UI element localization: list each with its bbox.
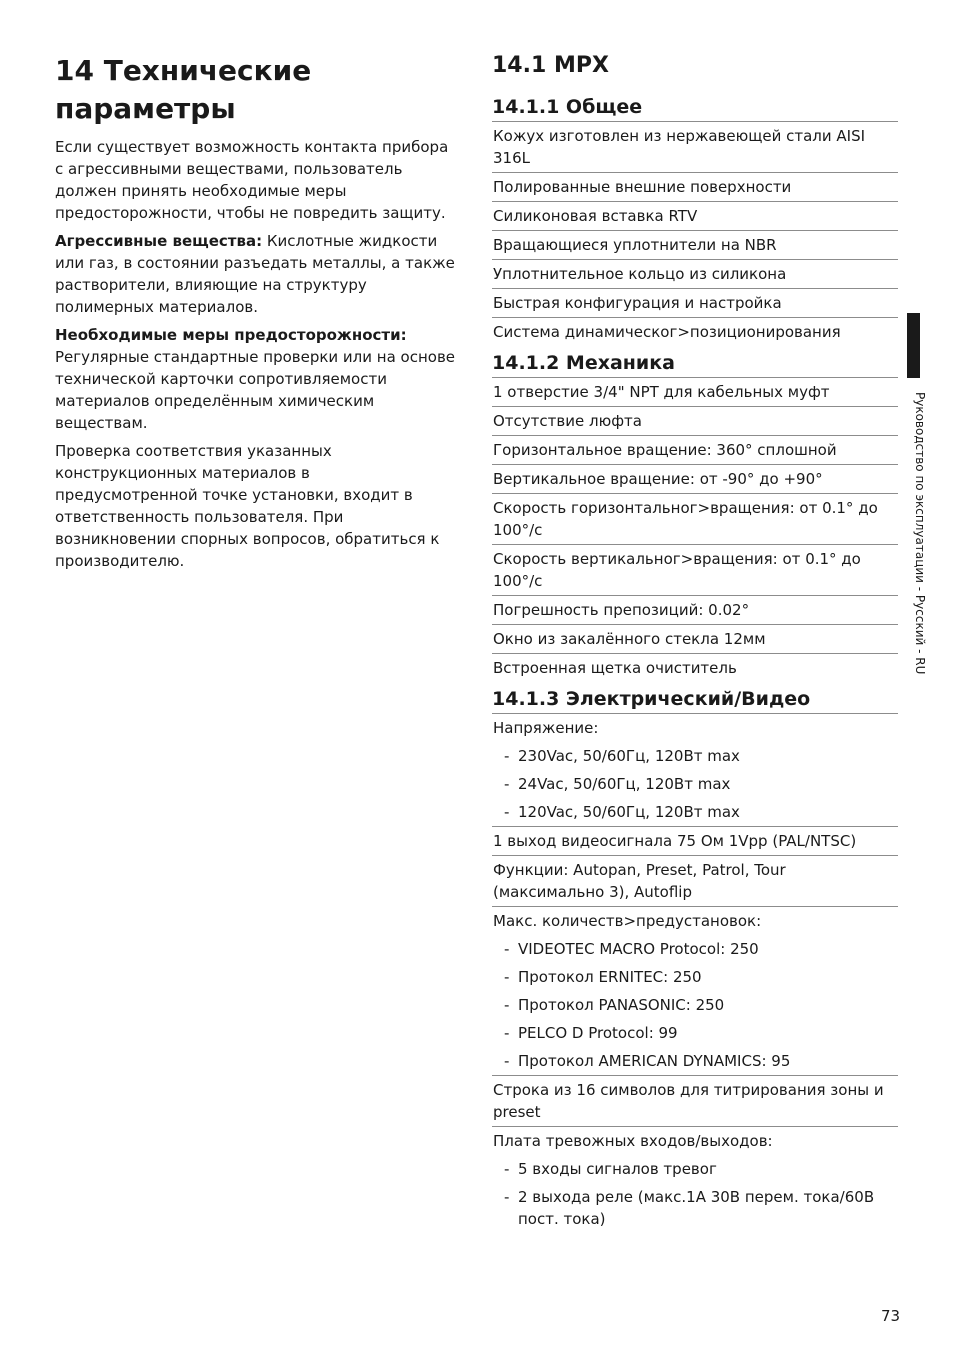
voltage-item-text: 24Vac, 50/60Гц, 120Вт max	[518, 775, 731, 793]
left-column	[55, 52, 457, 572]
spec-row: Скорость вертикальног>вращения: от 0.1° до 100°/с	[492, 545, 898, 596]
spec-row: Быстрая конфигурация и настройка	[492, 289, 898, 318]
dash-bullet: -	[504, 1024, 510, 1042]
preset-item	[492, 963, 898, 991]
dash-bullet: -	[504, 968, 510, 986]
spec-row: Кожух изготовлен из нержавеющей стали AISI 316L	[492, 122, 898, 173]
preset-item-text: Протокол AMERICAN DYNAMICS: 95	[518, 1052, 791, 1070]
spec-row: Вращающиеся уплотнители на NBR	[492, 231, 898, 260]
precautions-text: Регулярные стандартные проверки или на основе технической карточки сопротивляемости материалов определённым химическим веществам.	[55, 348, 456, 432]
spec-row: Встроенная щетка очиститель	[493, 659, 737, 677]
spec-row: Окно из закалённого стекла 12мм	[492, 625, 898, 654]
side-manual-label: Руководство по эксплуатации - Русский - RU	[913, 392, 927, 675]
chapter-side-tab	[907, 313, 920, 378]
mechanics-list	[492, 378, 898, 682]
electrical-heading: 14.1.3 Электрический/Видео	[492, 686, 898, 714]
voltage-label: Напряжение:	[493, 719, 599, 737]
page-number: 73	[881, 1307, 901, 1325]
dash-bullet: -	[504, 1160, 510, 1178]
precautions-label: Необходимые меры предосторожности:	[55, 326, 407, 344]
voltage-item	[492, 770, 898, 798]
right-column	[492, 50, 898, 1233]
dash-bullet: -	[504, 996, 510, 1014]
titling-row: Строка из 16 символов для титрирования зоны и preset	[492, 1076, 898, 1127]
section-title: 14.1 MPX	[492, 53, 609, 78]
precautions-paragraph	[55, 324, 457, 434]
spec-row: Вертикальное вращение: от -90° до +90°	[492, 465, 898, 494]
voltage-item	[492, 798, 898, 827]
preset-item	[492, 935, 898, 963]
voltage-item-text: 230Vac, 50/60Гц, 120Вт max	[518, 747, 740, 765]
page-title-line-1: 14 Технические	[55, 54, 312, 87]
spec-row: Погрешность препозиций: 0.02°	[492, 596, 898, 625]
responsibility-paragraph: Проверка соответствия указанных конструкционных материалов в предусмотренной точке установки, входит в ответственность пользователя. При возникновении спорных вопросов, обратиться к производителю.	[55, 442, 440, 570]
functions-row: Функции: Autopan, Preset, Patrol, Tour (максимально 3), Autoflip	[492, 856, 898, 907]
alarm-label: Плата тревожных входов/выходов:	[493, 1132, 773, 1150]
preset-item-text: Протокол PANASONIC: 250	[518, 996, 725, 1014]
spec-row: Полированные внешние поверхности	[492, 173, 898, 202]
aggressive-substances-paragraph	[55, 230, 457, 318]
alarm-item	[492, 1183, 898, 1233]
voltage-item-text: 120Vac, 50/60Гц, 120Вт max	[518, 803, 740, 821]
page-title-line-2: параметры	[55, 92, 236, 125]
spec-row: Система динамическог>позиционирования	[493, 323, 841, 341]
dash-bullet: -	[504, 775, 510, 793]
presets-label: Макс. количеств>предустановок:	[493, 912, 762, 930]
alarm-item-text: 2 выхода реле (макс.1А 30В перем. тока/60В пост. тока)	[518, 1188, 875, 1228]
voltage-item	[492, 742, 898, 770]
electrical-list	[492, 714, 898, 1233]
preset-item-text: Протокол ERNITEC: 250	[518, 968, 702, 986]
spec-row: Отсутствие люфта	[492, 407, 898, 436]
preset-item	[492, 1047, 898, 1076]
alarm-item	[492, 1155, 898, 1183]
spec-row: 1 отверстие 3/4" NPT для кабельных муфт	[492, 378, 898, 407]
alarm-item-text: 5 входы сигналов тревог	[518, 1160, 717, 1178]
preset-item	[492, 1019, 898, 1047]
spec-row: Скорость горизонтальног>вращения: от 0.1° до 100°/с	[492, 494, 898, 545]
dash-bullet: -	[504, 747, 510, 765]
preset-item	[492, 991, 898, 1019]
spec-row: Горизонтальное вращение: 360° сплошной	[492, 436, 898, 465]
preset-item-text: PELCO D Protocol: 99	[518, 1024, 678, 1042]
page-title	[55, 52, 457, 128]
video-output-row: 1 выход видеосигнала 75 Ом 1Vpp (PAL/NTSC)	[492, 827, 898, 856]
dash-bullet: -	[504, 1188, 510, 1206]
aggressive-substances-label: Агрессивные вещества:	[55, 232, 263, 250]
dash-bullet: -	[504, 803, 510, 821]
dash-bullet: -	[504, 1052, 510, 1070]
dash-bullet: -	[504, 940, 510, 958]
preset-item-text: VIDEOTEC MACRO Protocol: 250	[518, 940, 759, 958]
spec-row: Уплотнительное кольцо из силикона	[492, 260, 898, 289]
aggressive-substances-text: Кислотные жидкости или газ, в состоянии разъедать металлы, а также растворители, влияющие на структуру полимерных материалов.	[55, 232, 455, 316]
mechanics-heading: 14.1.2 Механика	[492, 350, 898, 378]
general-heading: 14.1.1 Общее	[492, 94, 898, 122]
general-list	[492, 122, 898, 346]
intro-paragraph: Если существует возможность контакта прибора с агрессивными веществами, пользователь должен принять необходимые меры предосторожности, чтобы не повредить защиту.	[55, 138, 449, 222]
spec-row: Силиконовая вставка RTV	[492, 202, 898, 231]
